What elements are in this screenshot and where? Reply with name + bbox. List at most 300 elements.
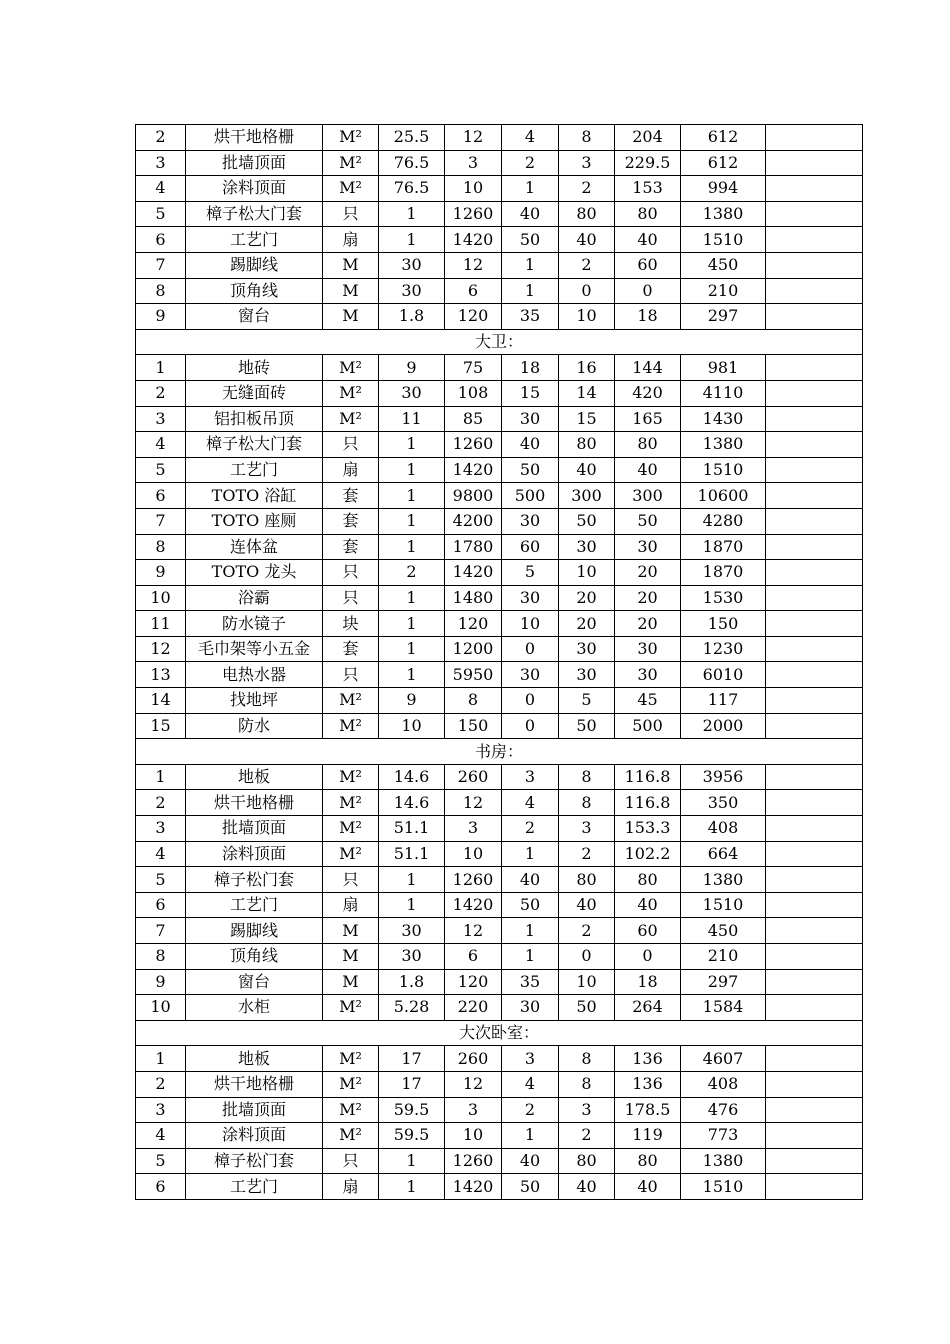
labor-price-cell: 3: [502, 764, 559, 790]
quantity-cell: 30: [379, 918, 445, 944]
item-name-cell: 铝扣板吊顶: [186, 406, 323, 432]
labor-price-cell: 4: [502, 790, 559, 816]
remark-cell: [766, 969, 863, 995]
item-number-cell: 3: [136, 406, 186, 432]
quantity-cell: 17: [379, 1046, 445, 1072]
labor-price-cell: 50: [502, 227, 559, 253]
material-price-cell: 120: [445, 611, 502, 637]
remark-cell: [766, 688, 863, 714]
unit-cell: 扇: [323, 1174, 379, 1200]
material-price-cell: 1780: [445, 534, 502, 560]
loss-cost-cell: 30: [615, 636, 681, 662]
loss-cost-cell: 116.8: [615, 764, 681, 790]
quantity-cell: 1: [379, 1148, 445, 1174]
subtotal-cell: 1510: [681, 1174, 766, 1200]
loss-cost-cell: 40: [615, 227, 681, 253]
remark-cell: [766, 892, 863, 918]
loss-cost-cell: 119: [615, 1123, 681, 1149]
loss-cost-cell: 178.5: [615, 1097, 681, 1123]
labor-price-cell: 40: [502, 432, 559, 458]
item-number-cell: 10: [136, 995, 186, 1021]
subtotal-cell: 1380: [681, 867, 766, 893]
remark-cell: [766, 483, 863, 509]
remark-cell: [766, 1123, 863, 1149]
loss-cost-cell: 153.3: [615, 816, 681, 842]
item-number-cell: 4: [136, 176, 186, 202]
item-name-cell: 水柜: [186, 995, 323, 1021]
remark-cell: [766, 432, 863, 458]
item-name-cell: 找地坪: [186, 688, 323, 714]
auxiliary-price-cell: 2: [559, 1123, 615, 1149]
item-name-cell: 窗台: [186, 969, 323, 995]
item-name-cell: 连体盆: [186, 534, 323, 560]
subtotal-cell: 981: [681, 355, 766, 381]
labor-price-cell: 1: [502, 918, 559, 944]
item-name-cell: 毛巾架等小五金: [186, 636, 323, 662]
loss-cost-cell: 165: [615, 406, 681, 432]
subtotal-cell: 117: [681, 688, 766, 714]
subtotal-cell: 1230: [681, 636, 766, 662]
labor-price-cell: 2: [502, 816, 559, 842]
unit-cell: M²: [323, 355, 379, 381]
table-row: [136, 355, 863, 381]
remark-cell: [766, 1097, 863, 1123]
unit-cell: M²: [323, 688, 379, 714]
item-number-cell: 8: [136, 534, 186, 560]
remark-cell: [766, 611, 863, 637]
remark-cell: [766, 534, 863, 560]
remark-cell: [766, 944, 863, 970]
loss-cost-cell: 264: [615, 995, 681, 1021]
quantity-cell: 1: [379, 508, 445, 534]
table-row: [136, 176, 863, 202]
item-number-cell: 2: [136, 790, 186, 816]
material-price-cell: 75: [445, 355, 502, 381]
unit-cell: M²: [323, 1046, 379, 1072]
loss-cost-cell: 20: [615, 611, 681, 637]
unit-cell: M: [323, 252, 379, 278]
subtotal-cell: 994: [681, 176, 766, 202]
auxiliary-price-cell: 30: [559, 662, 615, 688]
table-row: [136, 125, 863, 151]
auxiliary-price-cell: 3: [559, 1097, 615, 1123]
unit-cell: 扇: [323, 892, 379, 918]
subtotal-cell: 4607: [681, 1046, 766, 1072]
material-price-cell: 12: [445, 918, 502, 944]
labor-price-cell: 1: [502, 944, 559, 970]
quantity-cell: 1: [379, 201, 445, 227]
item-number-cell: 14: [136, 688, 186, 714]
remark-cell: [766, 1174, 863, 1200]
item-name-cell: 工艺门: [186, 227, 323, 253]
unit-cell: 套: [323, 483, 379, 509]
quantity-cell: 1: [379, 483, 445, 509]
item-number-cell: 4: [136, 1123, 186, 1149]
remark-cell: [766, 406, 863, 432]
material-price-cell: 9800: [445, 483, 502, 509]
subtotal-cell: 408: [681, 1071, 766, 1097]
item-number-cell: 3: [136, 816, 186, 842]
item-number-cell: 6: [136, 1174, 186, 1200]
subtotal-cell: 612: [681, 125, 766, 151]
table-row: [136, 483, 863, 509]
auxiliary-price-cell: 40: [559, 1174, 615, 1200]
item-name-cell: 烘干地格栅: [186, 125, 323, 151]
item-name-cell: 踢脚线: [186, 252, 323, 278]
material-price-cell: 1260: [445, 201, 502, 227]
material-price-cell: 3: [445, 1097, 502, 1123]
table-row: [136, 995, 863, 1021]
table-row: [136, 1174, 863, 1200]
item-number-cell: 2: [136, 1071, 186, 1097]
labor-price-cell: 40: [502, 867, 559, 893]
unit-cell: M: [323, 278, 379, 304]
material-price-cell: 150: [445, 713, 502, 739]
item-number-cell: 7: [136, 252, 186, 278]
labor-price-cell: 1: [502, 1123, 559, 1149]
item-number-cell: 9: [136, 560, 186, 586]
unit-cell: M: [323, 944, 379, 970]
remark-cell: [766, 918, 863, 944]
material-price-cell: 1200: [445, 636, 502, 662]
item-number-cell: 5: [136, 1148, 186, 1174]
auxiliary-price-cell: 8: [559, 764, 615, 790]
loss-cost-cell: 80: [615, 867, 681, 893]
labor-price-cell: 30: [502, 508, 559, 534]
item-number-cell: 4: [136, 841, 186, 867]
loss-cost-cell: 136: [615, 1046, 681, 1072]
subtotal-cell: 210: [681, 944, 766, 970]
auxiliary-price-cell: 40: [559, 457, 615, 483]
loss-cost-cell: 136: [615, 1071, 681, 1097]
labor-price-cell: 50: [502, 892, 559, 918]
item-number-cell: 5: [136, 201, 186, 227]
material-price-cell: 1480: [445, 585, 502, 611]
item-number-cell: 1: [136, 764, 186, 790]
loss-cost-cell: 60: [615, 252, 681, 278]
section-title: 大卫：: [136, 329, 863, 355]
subtotal-cell: 1510: [681, 892, 766, 918]
table-row: [136, 1071, 863, 1097]
item-name-cell: 烘干地格栅: [186, 790, 323, 816]
loss-cost-cell: 40: [615, 892, 681, 918]
subtotal-cell: 1430: [681, 406, 766, 432]
unit-cell: 只: [323, 662, 379, 688]
subtotal-cell: 612: [681, 150, 766, 176]
loss-cost-cell: 40: [615, 1174, 681, 1200]
quantity-cell: 59.5: [379, 1097, 445, 1123]
remark-cell: [766, 125, 863, 151]
subtotal-cell: 1380: [681, 432, 766, 458]
loss-cost-cell: 229.5: [615, 150, 681, 176]
labor-price-cell: 3: [502, 1046, 559, 1072]
labor-price-cell: 2: [502, 1097, 559, 1123]
section-title: 大次卧室：: [136, 1020, 863, 1046]
loss-cost-cell: 20: [615, 585, 681, 611]
material-price-cell: 12: [445, 790, 502, 816]
loss-cost-cell: 50: [615, 508, 681, 534]
material-price-cell: 12: [445, 1071, 502, 1097]
loss-cost-cell: 153: [615, 176, 681, 202]
material-price-cell: 4200: [445, 508, 502, 534]
labor-price-cell: 2: [502, 150, 559, 176]
material-price-cell: 10: [445, 1123, 502, 1149]
item-number-cell: 10: [136, 585, 186, 611]
remark-cell: [766, 1046, 863, 1072]
item-name-cell: 樟子松门套: [186, 1148, 323, 1174]
quantity-cell: 59.5: [379, 1123, 445, 1149]
item-name-cell: 批墙顶面: [186, 150, 323, 176]
item-number-cell: 9: [136, 304, 186, 330]
unit-cell: 只: [323, 867, 379, 893]
item-number-cell: 5: [136, 867, 186, 893]
table-body: [136, 125, 863, 1200]
auxiliary-price-cell: 8: [559, 1046, 615, 1072]
auxiliary-price-cell: 3: [559, 816, 615, 842]
loss-cost-cell: 144: [615, 355, 681, 381]
table-row: [136, 1097, 863, 1123]
item-number-cell: 2: [136, 125, 186, 151]
material-price-cell: 5950: [445, 662, 502, 688]
subtotal-cell: 476: [681, 1097, 766, 1123]
material-price-cell: 220: [445, 995, 502, 1021]
unit-cell: 扇: [323, 227, 379, 253]
quantity-cell: 1.8: [379, 969, 445, 995]
subtotal-cell: 350: [681, 790, 766, 816]
subtotal-cell: 664: [681, 841, 766, 867]
unit-cell: M: [323, 304, 379, 330]
item-name-cell: 批墙顶面: [186, 1097, 323, 1123]
quantity-cell: 10: [379, 713, 445, 739]
quantity-cell: 1: [379, 457, 445, 483]
remark-cell: [766, 995, 863, 1021]
table-row: [136, 406, 863, 432]
auxiliary-price-cell: 8: [559, 790, 615, 816]
quantity-cell: 2: [379, 560, 445, 586]
auxiliary-price-cell: 50: [559, 995, 615, 1021]
labor-price-cell: 60: [502, 534, 559, 560]
unit-cell: M²: [323, 1071, 379, 1097]
quantity-cell: 30: [379, 252, 445, 278]
quantity-cell: 1: [379, 611, 445, 637]
auxiliary-price-cell: 15: [559, 406, 615, 432]
unit-cell: M²: [323, 406, 379, 432]
auxiliary-price-cell: 0: [559, 944, 615, 970]
table-row: [136, 432, 863, 458]
unit-cell: 套: [323, 508, 379, 534]
auxiliary-price-cell: 2: [559, 841, 615, 867]
unit-cell: 只: [323, 585, 379, 611]
material-price-cell: 8: [445, 688, 502, 714]
table-row: [136, 585, 863, 611]
table-row: [136, 611, 863, 637]
item-number-cell: 6: [136, 483, 186, 509]
material-price-cell: 1420: [445, 227, 502, 253]
material-price-cell: 260: [445, 1046, 502, 1072]
labor-price-cell: 1: [502, 176, 559, 202]
material-price-cell: 1420: [445, 457, 502, 483]
labor-price-cell: 40: [502, 1148, 559, 1174]
subtotal-cell: 10600: [681, 483, 766, 509]
item-number-cell: 2: [136, 380, 186, 406]
quantity-cell: 1: [379, 636, 445, 662]
table-row: [136, 969, 863, 995]
table-row: [136, 662, 863, 688]
item-name-cell: 涂料顶面: [186, 1123, 323, 1149]
remark-cell: [766, 662, 863, 688]
labor-price-cell: 15: [502, 380, 559, 406]
auxiliary-price-cell: 2: [559, 918, 615, 944]
item-name-cell: 顶角线: [186, 278, 323, 304]
auxiliary-price-cell: 300: [559, 483, 615, 509]
auxiliary-price-cell: 50: [559, 508, 615, 534]
auxiliary-price-cell: 10: [559, 304, 615, 330]
table-row: [136, 1148, 863, 1174]
labor-price-cell: 5: [502, 560, 559, 586]
auxiliary-price-cell: 2: [559, 176, 615, 202]
section-header-row: [136, 739, 863, 765]
material-price-cell: 1420: [445, 560, 502, 586]
material-price-cell: 3: [445, 150, 502, 176]
auxiliary-price-cell: 40: [559, 892, 615, 918]
item-name-cell: 顶角线: [186, 944, 323, 970]
quantity-cell: 1: [379, 867, 445, 893]
quantity-cell: 30: [379, 380, 445, 406]
remark-cell: [766, 1071, 863, 1097]
item-name-cell: 浴霸: [186, 585, 323, 611]
item-number-cell: 13: [136, 662, 186, 688]
item-name-cell: 地板: [186, 1046, 323, 1072]
subtotal-cell: 150: [681, 611, 766, 637]
auxiliary-price-cell: 80: [559, 867, 615, 893]
quotation-table: [135, 124, 863, 1200]
remark-cell: [766, 713, 863, 739]
unit-cell: 套: [323, 636, 379, 662]
section-header-row: [136, 329, 863, 355]
unit-cell: 扇: [323, 457, 379, 483]
section-title: 书房：: [136, 739, 863, 765]
item-number-cell: 3: [136, 1097, 186, 1123]
loss-cost-cell: 18: [615, 969, 681, 995]
item-name-cell: 樟子松门套: [186, 867, 323, 893]
item-name-cell: 踢脚线: [186, 918, 323, 944]
labor-price-cell: 1: [502, 841, 559, 867]
table-row: [136, 534, 863, 560]
quantity-cell: 5.28: [379, 995, 445, 1021]
labor-price-cell: 0: [502, 688, 559, 714]
subtotal-cell: 297: [681, 304, 766, 330]
quantity-cell: 11: [379, 406, 445, 432]
item-number-cell: 3: [136, 150, 186, 176]
remark-cell: [766, 252, 863, 278]
subtotal-cell: 2000: [681, 713, 766, 739]
quantity-cell: 30: [379, 944, 445, 970]
labor-price-cell: 30: [502, 662, 559, 688]
loss-cost-cell: 204: [615, 125, 681, 151]
loss-cost-cell: 80: [615, 432, 681, 458]
subtotal-cell: 1380: [681, 201, 766, 227]
loss-cost-cell: 18: [615, 304, 681, 330]
subtotal-cell: 1870: [681, 534, 766, 560]
remark-cell: [766, 355, 863, 381]
unit-cell: 只: [323, 1148, 379, 1174]
quantity-cell: 76.5: [379, 150, 445, 176]
table-row: [136, 636, 863, 662]
labor-price-cell: 18: [502, 355, 559, 381]
auxiliary-price-cell: 2: [559, 252, 615, 278]
table-row: [136, 764, 863, 790]
unit-cell: M²: [323, 841, 379, 867]
material-price-cell: 12: [445, 125, 502, 151]
item-name-cell: 无缝面砖: [186, 380, 323, 406]
item-number-cell: 7: [136, 508, 186, 534]
labor-price-cell: 50: [502, 457, 559, 483]
quantity-cell: 17: [379, 1071, 445, 1097]
auxiliary-price-cell: 30: [559, 636, 615, 662]
remark-cell: [766, 790, 863, 816]
loss-cost-cell: 116.8: [615, 790, 681, 816]
material-price-cell: 6: [445, 278, 502, 304]
unit-cell: M²: [323, 713, 379, 739]
item-name-cell: 涂料顶面: [186, 841, 323, 867]
auxiliary-price-cell: 0: [559, 278, 615, 304]
quantity-cell: 30: [379, 278, 445, 304]
subtotal-cell: 4110: [681, 380, 766, 406]
unit-cell: 只: [323, 560, 379, 586]
item-number-cell: 8: [136, 278, 186, 304]
subtotal-cell: 1584: [681, 995, 766, 1021]
labor-price-cell: 4: [502, 1071, 559, 1097]
material-price-cell: 108: [445, 380, 502, 406]
table-row: [136, 816, 863, 842]
material-price-cell: 1260: [445, 432, 502, 458]
item-number-cell: 9: [136, 969, 186, 995]
labor-price-cell: 4: [502, 125, 559, 151]
item-name-cell: TOTO 龙头: [186, 560, 323, 586]
item-name-cell: 工艺门: [186, 1174, 323, 1200]
unit-cell: M²: [323, 1123, 379, 1149]
unit-cell: 只: [323, 432, 379, 458]
item-name-cell: 窗台: [186, 304, 323, 330]
material-price-cell: 10: [445, 176, 502, 202]
item-number-cell: 8: [136, 944, 186, 970]
unit-cell: M²: [323, 176, 379, 202]
loss-cost-cell: 500: [615, 713, 681, 739]
material-price-cell: 3: [445, 816, 502, 842]
labor-price-cell: 35: [502, 304, 559, 330]
table-row: [136, 841, 863, 867]
auxiliary-price-cell: 30: [559, 534, 615, 560]
table-row: [136, 227, 863, 253]
quantity-cell: 1: [379, 892, 445, 918]
remark-cell: [766, 560, 863, 586]
labor-price-cell: 50: [502, 1174, 559, 1200]
subtotal-cell: 4280: [681, 508, 766, 534]
quantity-cell: 25.5: [379, 125, 445, 151]
subtotal-cell: 6010: [681, 662, 766, 688]
item-name-cell: 工艺门: [186, 892, 323, 918]
material-price-cell: 12: [445, 252, 502, 278]
table-row: [136, 688, 863, 714]
subtotal-cell: 1380: [681, 1148, 766, 1174]
item-name-cell: 防水: [186, 713, 323, 739]
loss-cost-cell: 20: [615, 560, 681, 586]
labor-price-cell: 1: [502, 278, 559, 304]
table-row: [136, 918, 863, 944]
labor-price-cell: 1: [502, 252, 559, 278]
item-name-cell: 地砖: [186, 355, 323, 381]
unit-cell: M²: [323, 790, 379, 816]
